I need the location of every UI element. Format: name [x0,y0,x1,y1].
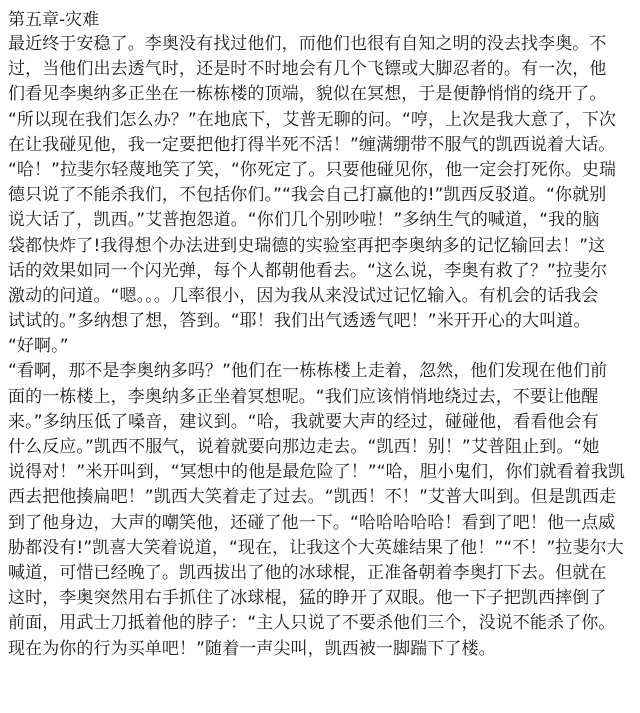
body-text [8,32,632,662]
text-line: “看啊，那不是李奥纳多吗？”他们在一栋栋楼上走着，忽然，他们发现在他们前 [8,361,608,382]
text-line: 最近终于安稳了。李奥没有找过他们，而他们也很有自知之明的没去找李奥。不 [8,34,607,54]
chapter-title: 第五章-灾难 [8,10,100,30]
text-line: 在让我碰见他，我一定要把他打得半死不活！”缠满绷带不服气的凯西说着大话。 [8,134,616,155]
text-line: 胁都没有!”凯喜大笑着说道，“现在，让我这个大英雄结果了他！”“不！”拉斐尔大 [8,537,624,558]
text-line: 说得对！”米开叫到，“冥想中的他是最危险了！”“哈，胆小鬼们，你们就看着我凯 [8,462,626,483]
text-line: 试试的。”多纳想了想，答到。“耶！我们出气透透气吧！”米开开心的大叫道。 [8,311,591,332]
text-line: 西去把他揍扁吧！”凯西大笑着走了过去。“凯西！不！”艾普大叫到。但是凯西走 [8,487,617,508]
text-line: 德只说了不能杀我们，不包括你们。”“我会自己打赢他的!”凯西反驳道。“你就别 [8,185,607,206]
text-line: 们看见李奥纳多正坐在一栋栋楼的顶端，貌似在冥想，于是便静悄悄的绕开了。 [8,84,607,105]
text-line: 面的一栋楼上，李奥纳多正坐着冥想呢。“我们应该悄悄地绕过去，不要让他醒 [8,386,599,407]
text-line: “好啊。” [8,336,69,357]
text-line: 什么反应。”凯西不服气，说着就要向那边走去。“凯西！别！”艾普阻止到。“她 [8,437,600,457]
text-line: “哈！”拉斐尔轻蔑地笑了笑，“你死定了。只要他碰见你，他一定会打死你。史瑞 [8,159,617,180]
text-line: 前面，用武士刀抵着他的脖子：“主人只说了不要杀他们三个，没说不能杀了你。 [8,613,616,634]
text-line: 话的效果如同一个闪光弹，每个人都朝他看去。“这么说，李奥有救了？”拉斐尔 [8,260,608,281]
text-line: 这时，李奥突然用右手抓住了冰球棍，猛的睁开了双眼。他一下子把凯西摔倒了 [8,588,607,609]
text-line: 袋都快炸了!我得想个办法进到史瑞德的实验室再把李奥纳多的记忆输回去！”这 [8,235,606,256]
paragraph [8,32,632,359]
text-line: 过，当他们出去透气时，还是时不时地会有几个飞镖或大脚忍者的。有一次，他 [8,59,607,80]
text-line: 激动的问道。“嗯。。。几率很小，因为我从来没试过记忆输入。有机会的话我会 [8,285,599,306]
text-line: 喊道，可惜已经晚了。凯西拔出了他的冰球棍，正准备朝着李奥打下去。但就在 [8,562,607,583]
text-line: 到了他身边，大声的嘲笑他，还碰了他一下。“哈哈哈哈哈！看到了吧！他一点威 [8,512,616,533]
paragraph [8,359,632,661]
text-line: “所以现在我们怎么办？”在地底下，艾普无聊的问。“哼，上次是我大意了，下次 [8,109,617,130]
text-line: 现在为你的行为买单吧！”随着一声尖叫，凯西被一脚踹下了楼。 [8,638,496,659]
text-line: 说大话了，凯西。”艾普抱怨道。“你们几个别吵啦！”多纳生气的喊道，“我的脑 [8,210,600,231]
text-line: 来。”多纳压低了嗓音，建议到。“哈，我就要大声的经过，碰碰他，看看他会有 [8,411,599,432]
